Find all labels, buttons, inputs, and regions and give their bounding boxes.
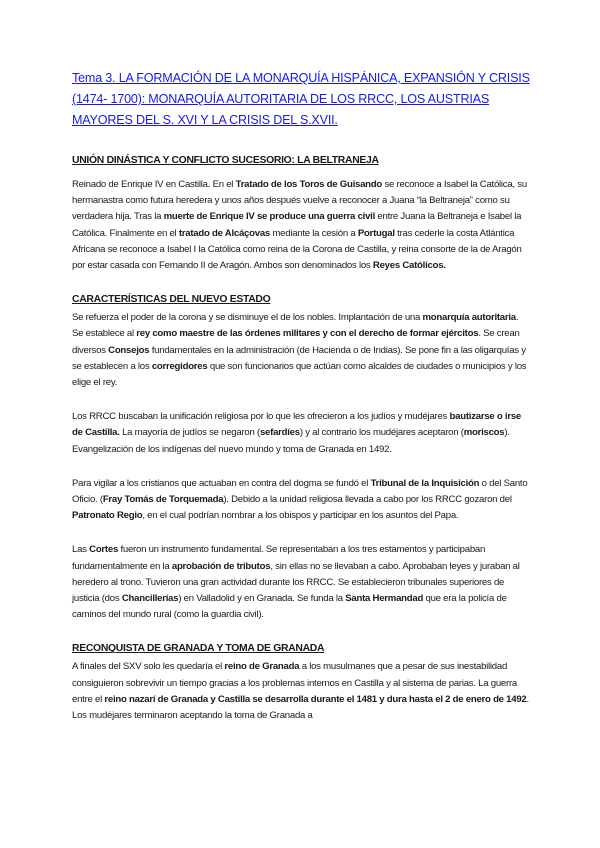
text-run: Los RRCC buscaban la unificación religiosa por lo que les ofrecieron a los judíos y mudéjares xyxy=(72,411,450,423)
section-reconquista-granada xyxy=(72,641,530,724)
bold-text: Tribunal de la Inquisición xyxy=(370,477,480,489)
text-run: que era la policía de caminos del mundo rural (como la guardia civil). xyxy=(72,593,507,621)
paragraph xyxy=(72,476,530,525)
text-run: mediante la cesión a xyxy=(270,227,358,239)
paragraph xyxy=(72,659,530,724)
bold-text: Fray Tomás de Torquemada xyxy=(102,494,224,506)
bold-text: Reyes Católicos. xyxy=(372,260,446,272)
text-run: entre Juana la Beltraneja e Isabel la Católica. Finalmente en el xyxy=(72,211,522,239)
text-run: . Se crean diversos xyxy=(72,328,520,356)
bold-text: Tratado de los Toros de Guisando xyxy=(235,179,383,190)
bold-text: reino de Granada xyxy=(224,661,300,673)
paragraph xyxy=(72,310,530,391)
bold-text: bautizarse o irse de Castilla. xyxy=(72,411,521,439)
bold-text: Portugal xyxy=(357,227,395,239)
text-run: ). Debido a la unidad religiosa llevada a cabo por los RRCC gozaron del xyxy=(223,494,512,506)
text-run: fueron un instrumento fundamental. Se representaban a los tres estamentos y participaban fundamentalmente en la xyxy=(72,544,486,572)
text-run: Se refuerza el poder de la corona y se disminuye el de los nobles. Implantación de una xyxy=(72,312,423,324)
text-run: fundamentales en la administración (de Hacienda o de Indias). Se pone fin a las oligarquías y se establecen a los xyxy=(72,344,526,372)
text-run: ) en Valladolid y en Granada. Se funda la xyxy=(178,593,346,605)
bold-text: Cortes xyxy=(89,544,119,556)
text-run: o del Santo Oficio. ( xyxy=(72,477,528,506)
bold-text: muerte de Enrique IV se produce una guerra civil xyxy=(163,211,375,223)
bold-text: aprobación de tributos xyxy=(171,560,271,572)
paragraph xyxy=(72,177,530,274)
bold-text: tratado de Alcáçovas xyxy=(178,227,270,239)
section-heading: UNIÓN DINÁSTICA Y CONFLICTO SUCESORIO: LA BELTRANEJA xyxy=(72,155,379,166)
text-run: , sin ellas no se llevaban a cabo. Aprobaban leyes y juraban al heredero al trono. Tuvieron una gran actividad durante los RRCC. Se establecieron tribunales superiores de justicia (dos xyxy=(72,560,520,605)
text-run: se reconoce a Isabel la Católica, su hermanastra como futura heredera y unos años después vuelve a reconocer a Juana “la Beltraneja” como su verdadera hija. Tras la xyxy=(72,179,527,223)
text-run: ). Evangelización de los indígenas del nuevo mundo y toma de Granada en 1492. xyxy=(72,427,510,455)
text-run: . Se establece al xyxy=(72,312,519,340)
bold-text: moriscos xyxy=(463,427,505,439)
section-heading: CARACTERÍSTICAS DEL NUEVO ESTADO xyxy=(72,294,271,306)
text-run: La mayoría de judíos se negaron ( xyxy=(119,427,260,439)
text-run: tras cederle la costa Atlántica Africana se reconoce a Isabel I la Católica como reina de la Corona de Castilla, y reina consorte de la de Aragón por estar casada con Fernando II de Aragón. Ambos son denominados los xyxy=(72,227,522,272)
bold-text: Chancillerías xyxy=(121,593,179,605)
text-run: ) y al contrario los mudéjares aceptaron ( xyxy=(299,427,464,439)
bold-text: Patronato Regio xyxy=(72,510,143,522)
section-heading: RECONQUISTA DE GRANADA Y TOMA DE GRANADA xyxy=(72,643,325,655)
text-run: , en el cual podrían nombrar a los obispos y participar en los asuntos del Papa. xyxy=(142,510,459,522)
paragraph xyxy=(72,409,530,458)
section-caracteristicas xyxy=(72,292,530,623)
bold-text: monarquía autoritaria xyxy=(422,312,516,324)
bold-text: rey como maestre de las órdenes militares y con el derecho de formar ejércitos xyxy=(136,328,479,340)
document-title[interactable]: Tema 3. LA FORMACIÓN DE LA MONARQUÍA HISPÁNICA, EXPANSIÓN Y CRISIS (1474- 1700): MONARQUÍA AUTORITARIA DE LOS RRCC, LOS AUSTRIAS MAYORES DEL S. XVI Y LA CRISIS DEL S.XVII. xyxy=(72,71,530,127)
bold-text: Consejos xyxy=(108,344,150,356)
text-run: que son funcionarios que actúan como alcaldes de ciudades o municipios y los elige el rey. xyxy=(72,360,527,389)
bold-text: Santa Hermandad xyxy=(345,593,424,605)
section-union-dinastica xyxy=(72,153,530,274)
text-run: . Los mudéjares terminaron aceptando la toma de Granada a xyxy=(72,693,529,722)
bold-text: corregidores xyxy=(151,360,208,372)
bold-text: reino nazarí de Granada y Castilla se desarrolla durante el 1481 y dura hasta el 2 de enero de 1492 xyxy=(104,693,527,705)
text-run: Para vigilar a los cristianos que actuaban en contra del dogma se fundó el xyxy=(72,477,371,489)
paragraph xyxy=(72,542,530,623)
text-run: a los musulmanes que a pesar de sus inestabilidad consiguieron sobrevivir un tiempo gracias a los problemas internos en Castilla y al sistema de parias. La guerra entre el xyxy=(72,661,517,705)
bold-text: sefardíes xyxy=(259,427,300,439)
text-run: A finales del SXV solo les quedaría el xyxy=(72,661,225,673)
text-run: Las xyxy=(72,544,90,556)
text-run: Reinado de Enrique IV en Castilla. En el xyxy=(72,179,236,190)
